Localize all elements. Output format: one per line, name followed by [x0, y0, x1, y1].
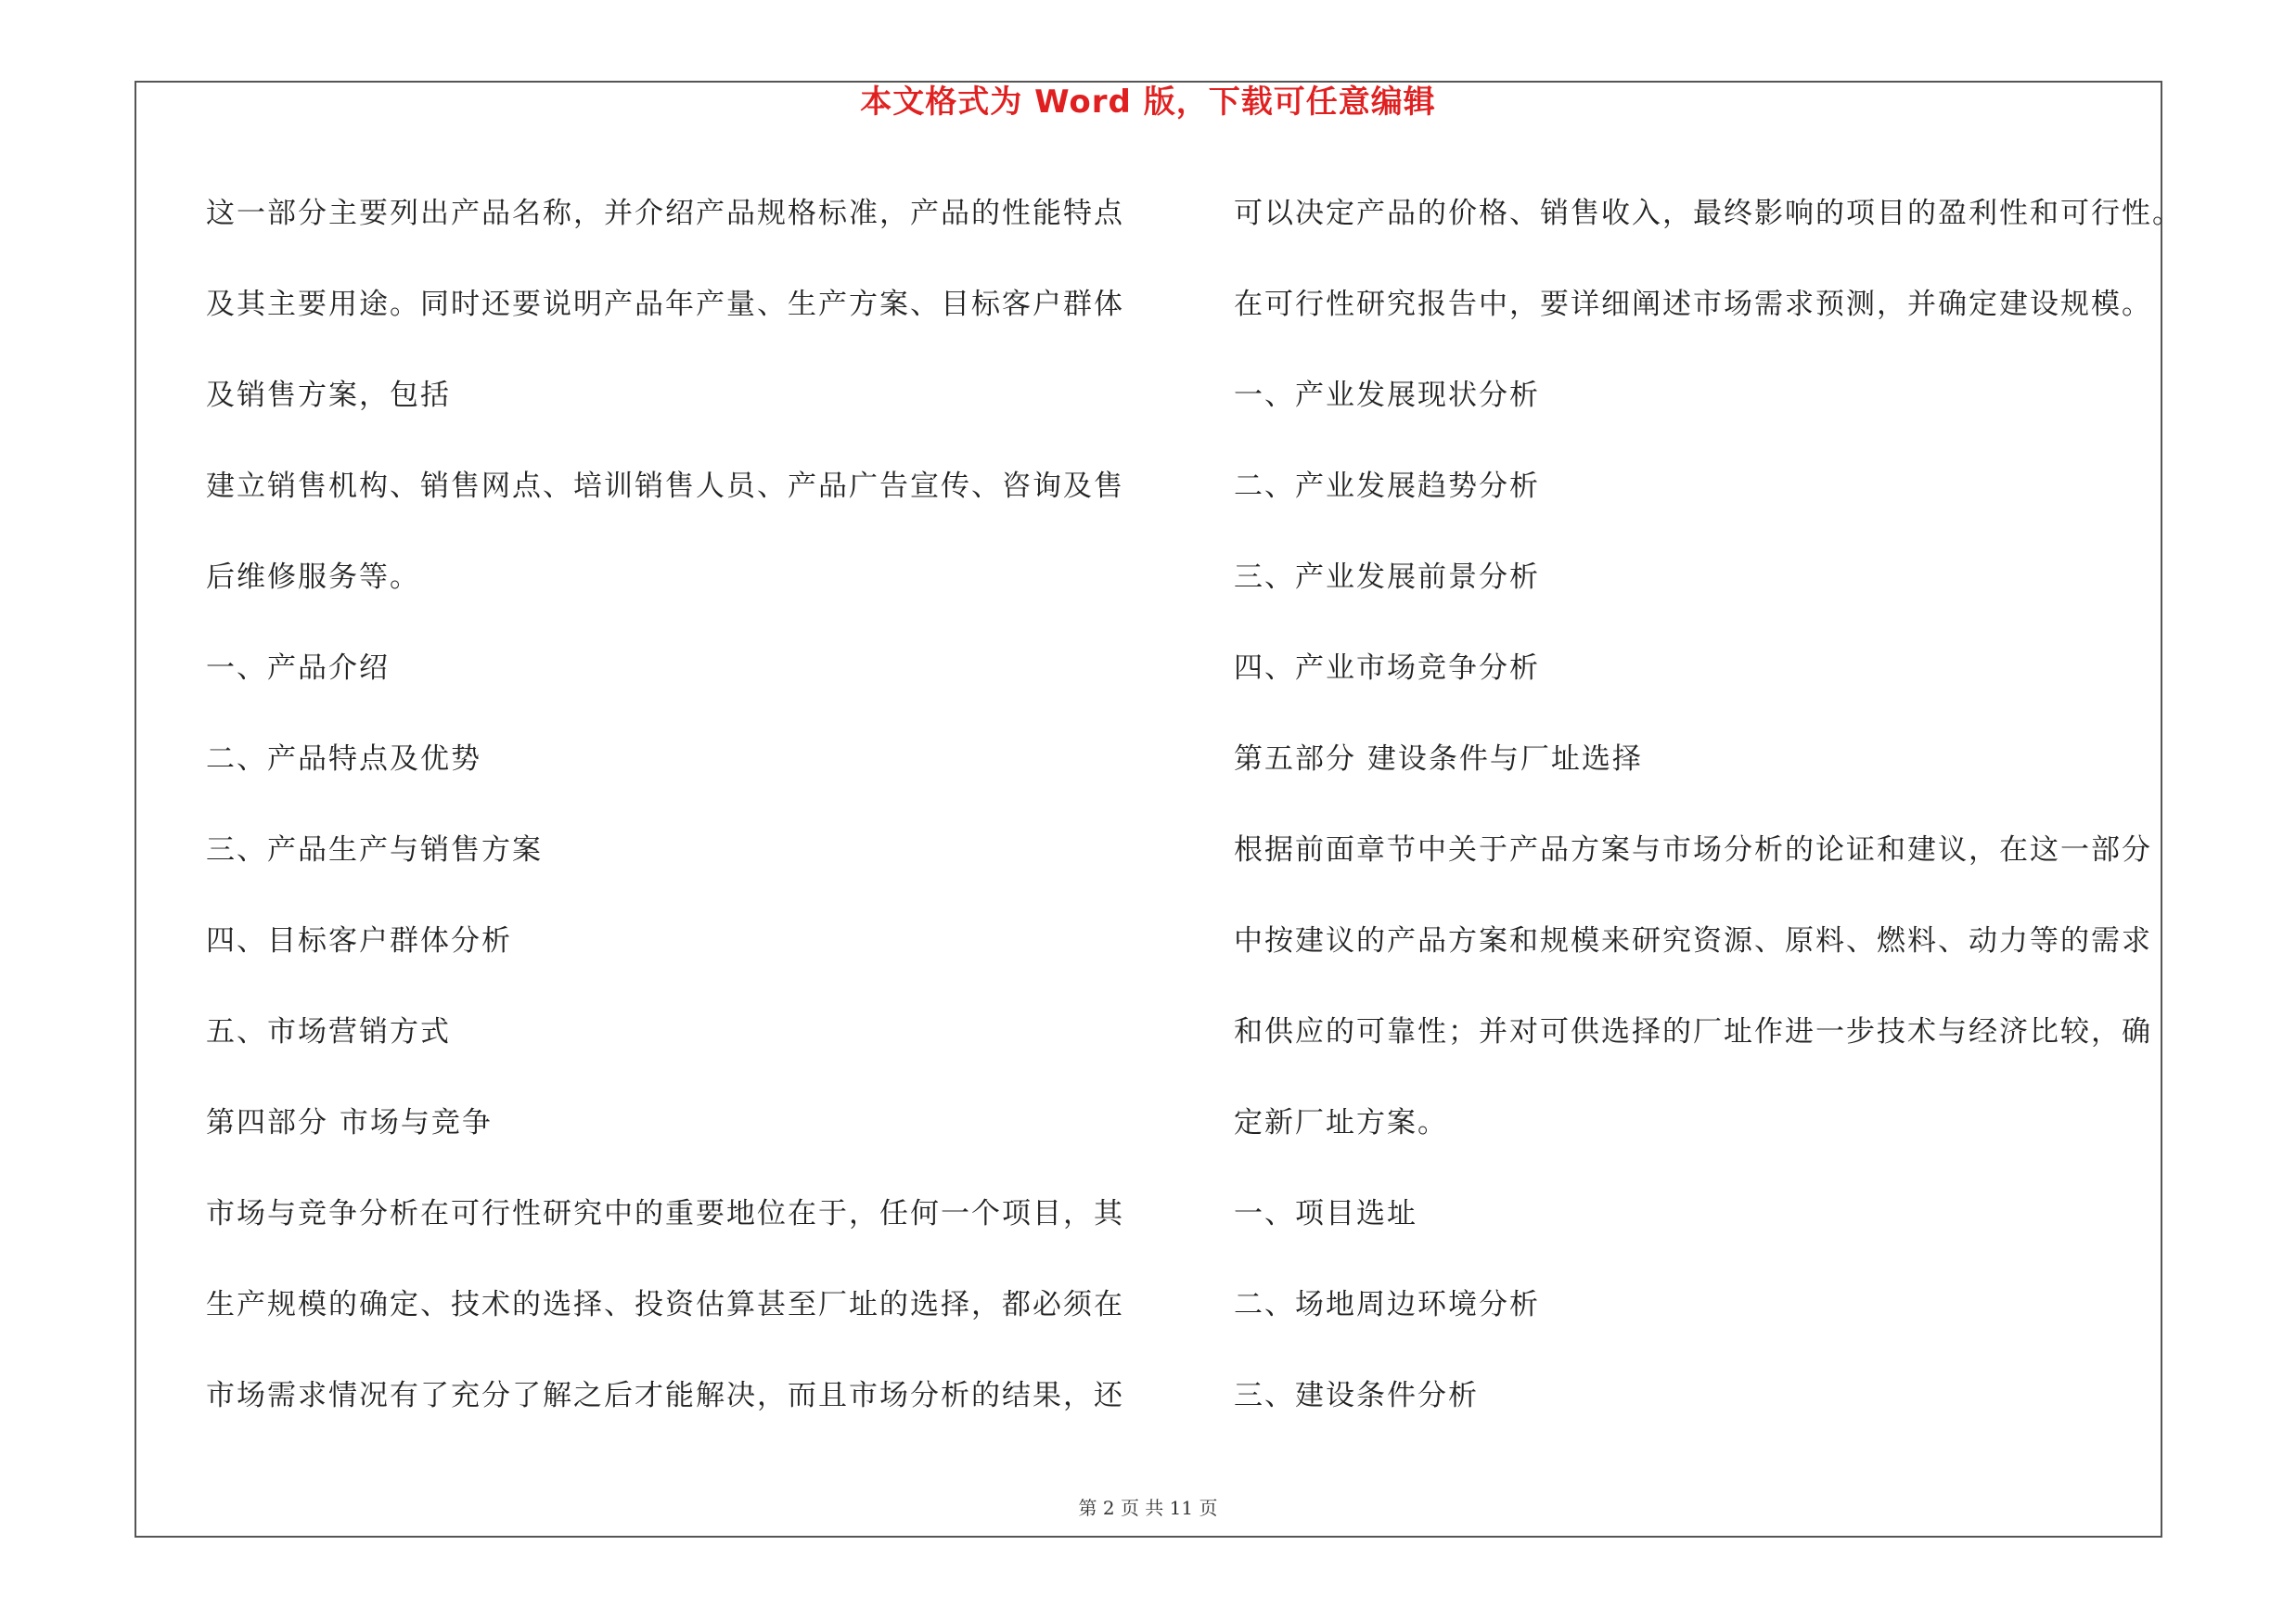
- text-line: 和供应的可靠性；并对可供选择的厂址作进一步技术与经济比较，确: [1234, 1015, 2152, 1049]
- section-item: 四、目标客户群体分析: [206, 924, 512, 958]
- part-heading: 第五部分 建设条件与厂址选择: [1234, 742, 1643, 776]
- section-item: 三、产业发展前景分析: [1234, 560, 1540, 594]
- section-item: 二、场地周边环境分析: [1234, 1288, 1540, 1321]
- text-line: 在可行性研究报告中，要详细阐述市场需求预测，并确定建设规模。: [1234, 288, 2152, 321]
- format-notice-banner: 本文格式为 Word 版，下载可任意编辑: [860, 84, 1436, 121]
- text-line: 市场需求情况有了充分了解之后才能解决，而且市场分析的结果，还: [206, 1379, 1124, 1412]
- section-item: 二、产品特点及优势: [206, 742, 481, 776]
- page-number-footer: 第 2 页 共 11 页: [1078, 1497, 1218, 1519]
- section-item: 三、产品生产与销售方案: [206, 833, 543, 867]
- text-line: 及销售方案，包括: [206, 379, 451, 412]
- section-item: 一、产业发展现状分析: [1234, 379, 1540, 412]
- section-item: 三、建设条件分析: [1234, 1379, 1479, 1412]
- text-line: 市场与竞争分析在可行性研究中的重要地位在于，任何一个项目，其: [206, 1197, 1124, 1230]
- section-item: 二、产业发展趋势分析: [1234, 470, 1540, 503]
- section-item: 一、产品介绍: [206, 651, 390, 685]
- section-item: 四、产业市场竞争分析: [1234, 651, 1540, 685]
- left-text-column: [206, 186, 1134, 1459]
- text-line: 中按建议的产品方案和规模来研究资源、原料、燃料、动力等的需求: [1234, 924, 2152, 958]
- part-heading: 第四部分 市场与竞争: [206, 1106, 493, 1140]
- section-item: 五、市场营销方式: [206, 1015, 451, 1049]
- text-line: 根据前面章节中关于产品方案与市场分析的论证和建议，在这一部分: [1234, 833, 2152, 867]
- right-text-column: [1234, 186, 2183, 1459]
- text-line: 建立销售机构、销售网点、培训销售人员、产品广告宣传、咨询及售: [206, 470, 1124, 503]
- text-line: 后维修服务等。: [206, 560, 420, 594]
- text-line: 这一部分主要列出产品名称，并介绍产品规格标准，产品的性能特点: [206, 197, 1124, 230]
- text-line: 可以决定产品的价格、销售收入，最终影响的项目的盈利性和可行性。: [1234, 197, 2183, 230]
- text-line: 及其主要用途。同时还要说明产品年产量、生产方案、目标客户群体: [206, 288, 1124, 321]
- section-item: 一、项目选址: [1234, 1197, 1417, 1230]
- text-line: 生产规模的确定、技术的选择、投资估算甚至厂址的选择，都必须在: [206, 1288, 1124, 1321]
- text-line: 定新厂址方案。: [1234, 1106, 1448, 1140]
